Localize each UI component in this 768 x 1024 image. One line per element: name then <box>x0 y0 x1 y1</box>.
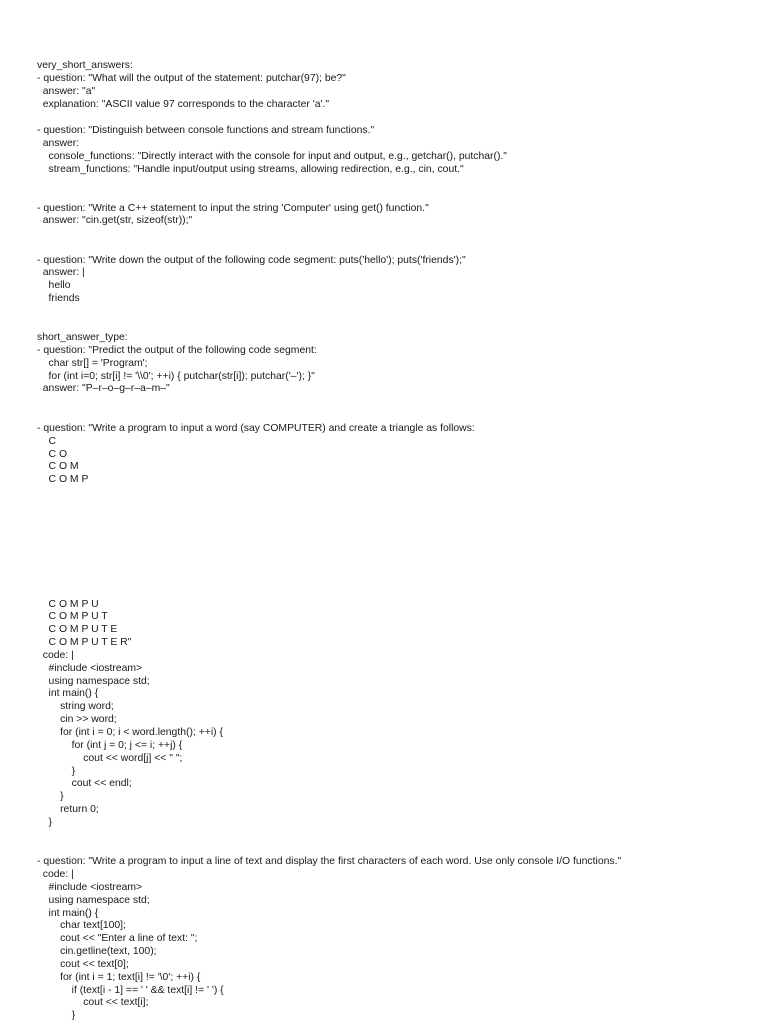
text-line: answer: "cin.get(str, sizeof(str));" <box>37 215 193 226</box>
text-line: answer: "a" <box>37 86 96 97</box>
code-line: using namespace std; <box>37 895 150 906</box>
code-line: return 0; <box>37 804 99 815</box>
text-line: - question: "Write a program to input a line of text and display the first characters of each word. Use only console I/O functions." <box>37 856 622 867</box>
code-line: cout << "Enter a line of text: "; <box>37 933 198 944</box>
text-line: for (int i=0; str[i] != '\\0'; ++i) { putchar(str[i]); putchar('–'); }" <box>37 371 315 382</box>
text-line: console_functions: "Directly interact with the console for input and output, e.g., getchar(), putchar()." <box>37 151 507 162</box>
text-line: answer: | <box>37 267 85 278</box>
text-line: C O M P <box>37 474 89 485</box>
code-line: using namespace std; <box>37 676 150 687</box>
text-line: char str[] = 'Program'; <box>37 358 148 369</box>
code-line: cout << text[i]; <box>37 997 149 1008</box>
code-line: cin >> word; <box>37 714 117 725</box>
code-line: if (text[i - 1] == ' ' && text[i] != ' ') { <box>37 985 224 996</box>
text-line: C O <box>37 449 68 460</box>
text-line: explanation: "ASCII value 97 corresponds to the character 'a'." <box>37 99 330 110</box>
text-line: C <box>37 436 57 447</box>
text-line: answer: "P–r–o–g–r–a–m–" <box>37 383 170 394</box>
text-line: - question: "Write down the output of the following code segment: puts('hello'); puts('friends');" <box>37 255 466 266</box>
code-line: cout << word[j] << " "; <box>37 753 183 764</box>
text-line: C O M P U T <box>37 611 108 622</box>
text-line: friends <box>37 293 80 304</box>
code-line: int main() { <box>37 688 99 699</box>
text-line: - question: "Predict the output of the following code segment: <box>37 345 317 356</box>
code-line: for (int j = 0; j <= i; ++j) { <box>37 740 183 751</box>
text-line: stream_functions: "Handle input/output using streams, allowing redirection, e.g., cin, cout." <box>37 164 464 175</box>
text-line: C O M P U <box>37 599 99 610</box>
text-line: code: | <box>37 650 74 661</box>
code-line: cout << text[0]; <box>37 959 129 970</box>
text-line: short_answer_type: <box>37 332 128 343</box>
text-line: C O M P U T E <box>37 624 118 635</box>
code-line: #include <iostream> <box>37 882 143 893</box>
code-line: #include <iostream> <box>37 663 143 674</box>
code-line: for (int i = 0; i < word.length(); ++i) { <box>37 727 223 738</box>
code-line: cin.getline(text, 100); <box>37 946 157 957</box>
text-line: very_short_answers: <box>37 60 133 71</box>
text-line: C O M P U T E R" <box>37 637 132 648</box>
text-line: - question: "Write a C++ statement to input the string 'Computer' using get() function." <box>37 203 429 214</box>
code-line: int main() { <box>37 908 99 919</box>
text-line: code: | <box>37 869 74 880</box>
code-line: char text[100]; <box>37 920 126 931</box>
code-line: cout << endl; <box>37 778 132 789</box>
code-line: } <box>37 791 64 802</box>
code-line: string word; <box>37 701 114 712</box>
text-line: hello <box>37 280 71 291</box>
text-line: answer: <box>37 138 80 149</box>
text-line: - question: "Write a program to input a word (say COMPUTER) and create a triangle as follows: <box>37 423 475 434</box>
code-line: } <box>37 1010 76 1021</box>
code-line: } <box>37 766 76 777</box>
text-line: - question: "Distinguish between console functions and stream functions." <box>37 125 375 136</box>
text-line: - question: "What will the output of the statement: putchar(97); be?" <box>37 73 346 84</box>
code-line: for (int i = 1; text[i] != '\0'; ++i) { <box>37 972 201 983</box>
text-line: C O M <box>37 461 79 472</box>
code-line: } <box>37 817 53 828</box>
